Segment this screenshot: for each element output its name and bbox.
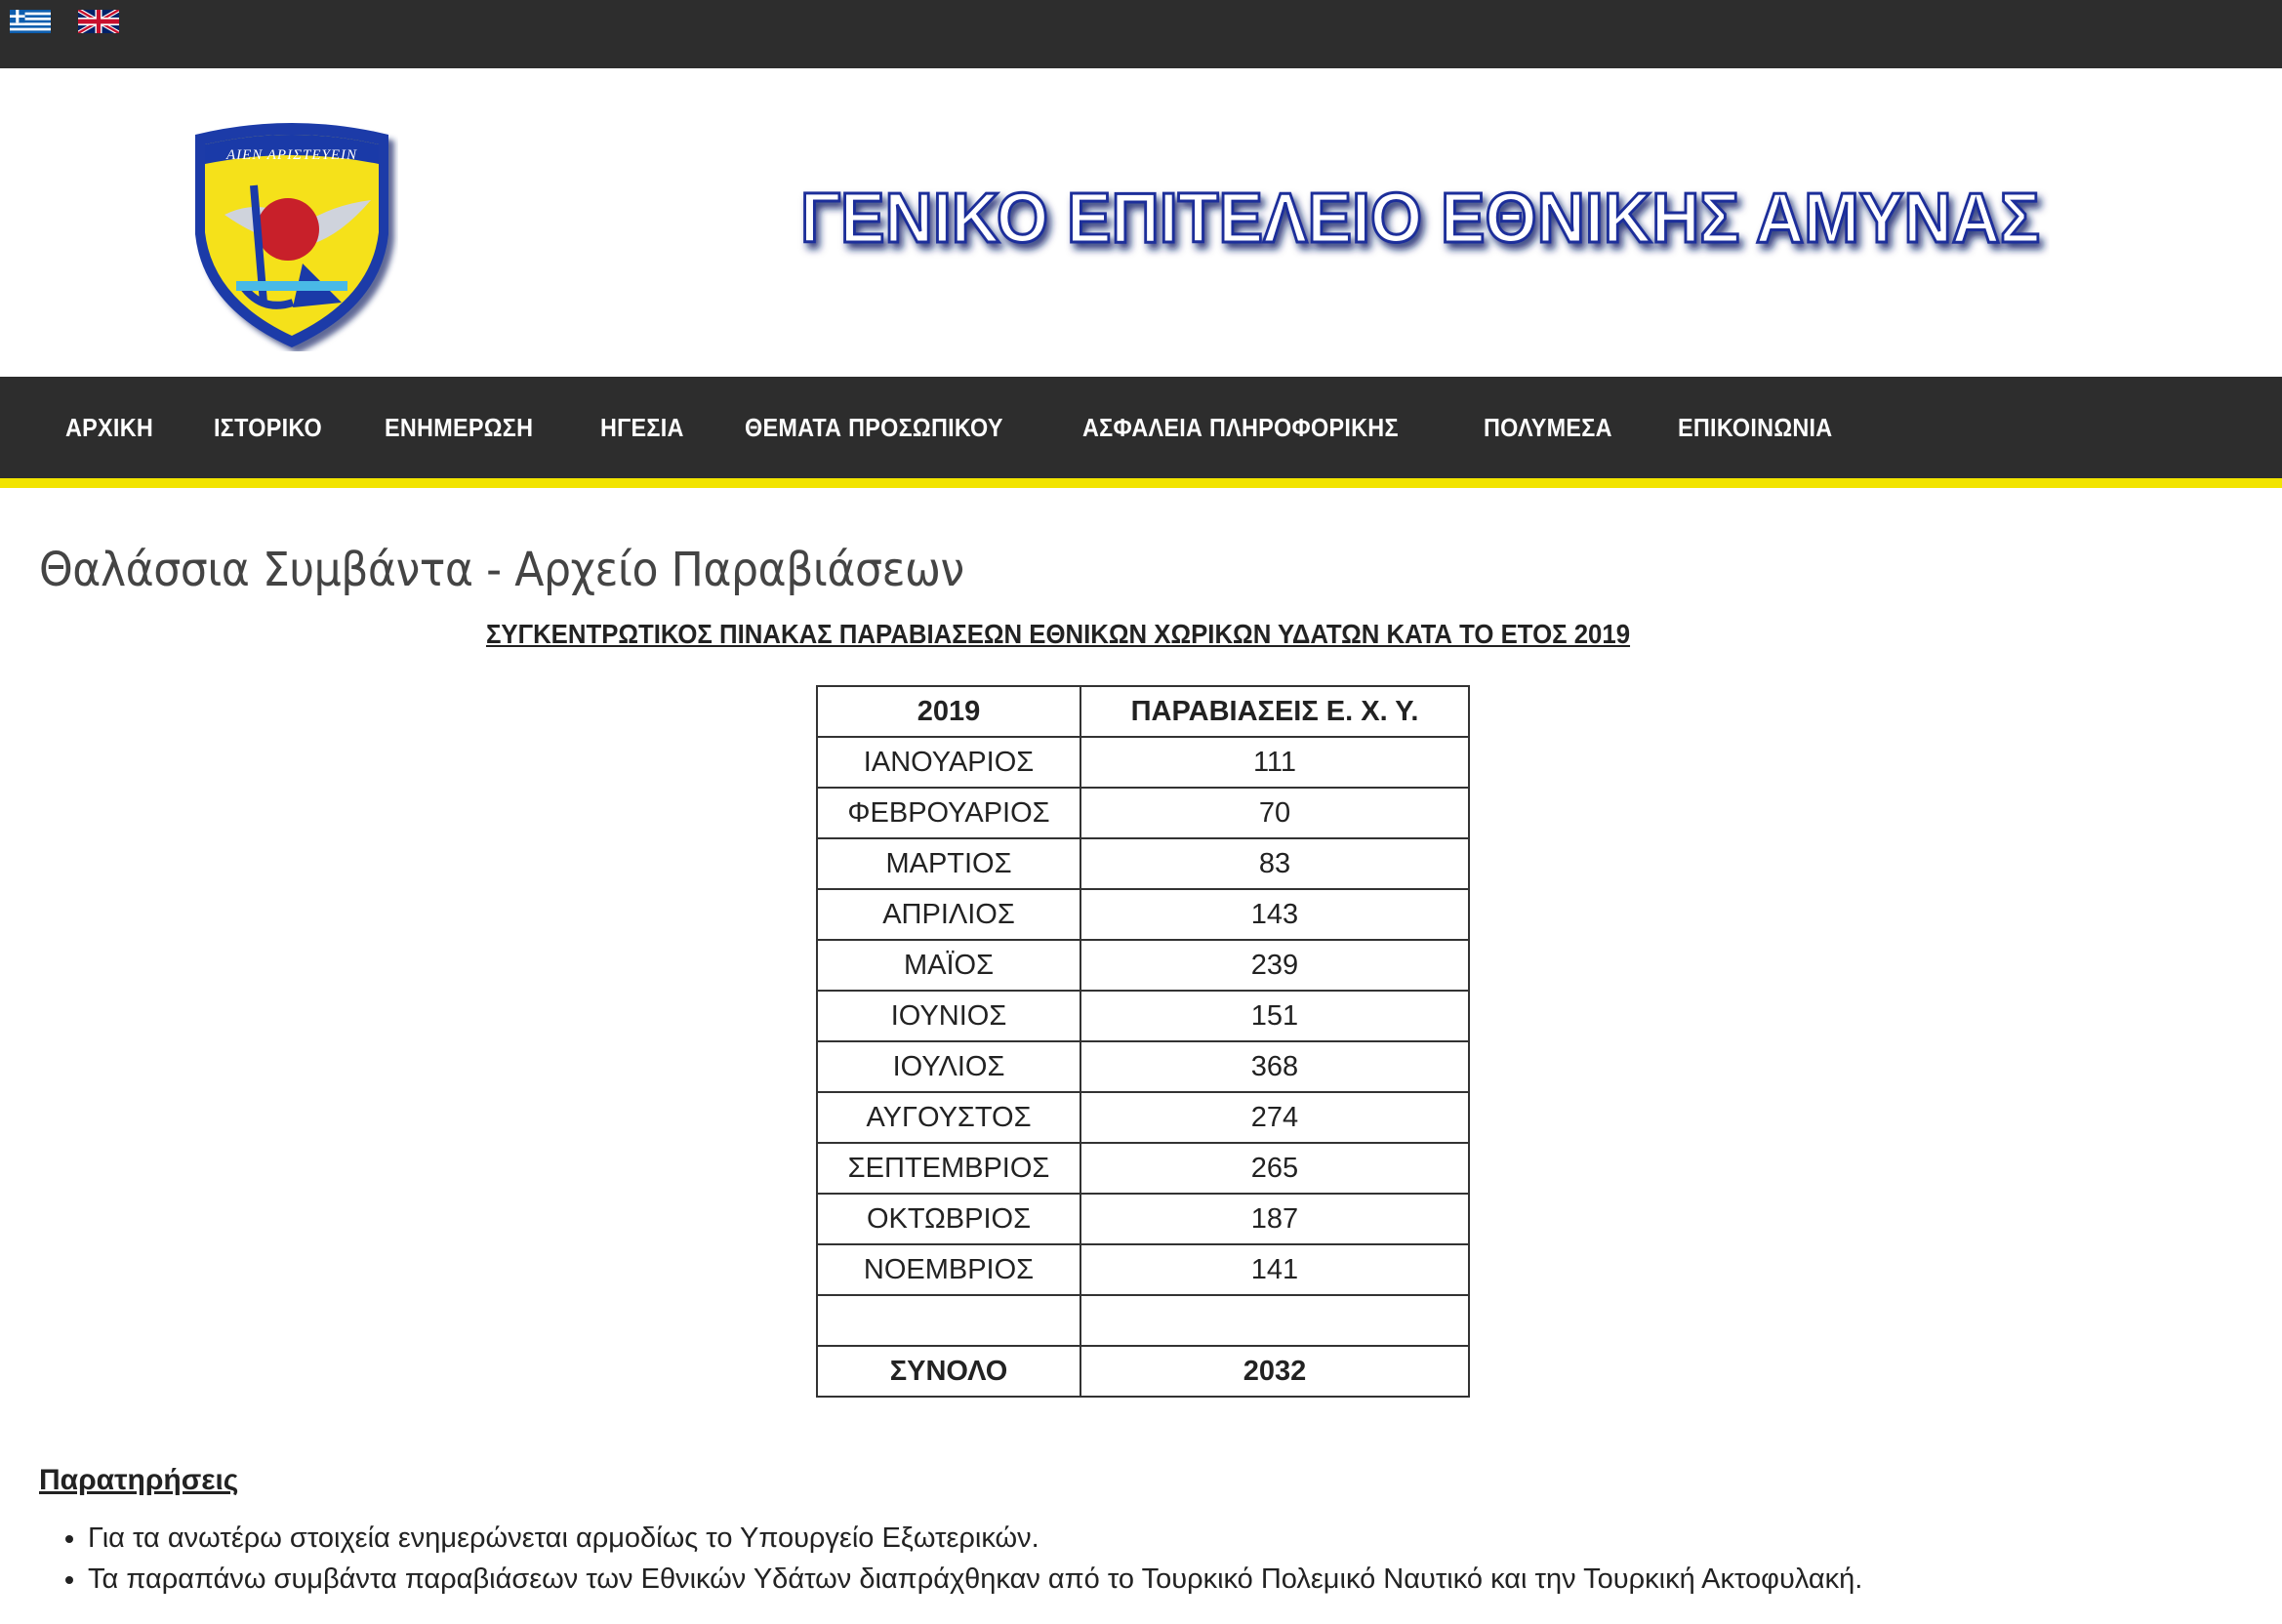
- nav-item-history[interactable]: ΙΣΤΟΡΙΚΟ: [214, 412, 322, 442]
- month-cell: ΜΑΪΟΣ: [817, 940, 1080, 991]
- greek-flag-icon[interactable]: [10, 10, 51, 33]
- count-cell: 111: [1080, 737, 1469, 788]
- month-cell: [817, 1295, 1080, 1346]
- count-cell: 187: [1080, 1194, 1469, 1244]
- table-row-empty: [817, 1295, 1469, 1346]
- table-row: [817, 1194, 1469, 1244]
- table-row: [817, 991, 1469, 1041]
- table-header-row: [817, 686, 1469, 737]
- count-cell: [1080, 1295, 1469, 1346]
- list-item: • Τα παραπάνω συμβάντα παραβιάσεων των Εθνικών Υδάτων διαπράχθηκαν από το Τουρκικό Πολεμικό Ναυτικό και την Τουρκική Ακτοφυλακή.: [88, 1562, 2243, 1597]
- nav-item-leadership[interactable]: ΗΓΕΣΙΑ: [600, 412, 685, 442]
- site-header: [0, 68, 2282, 377]
- notes-section: [39, 1464, 2243, 1603]
- count-cell: 265: [1080, 1143, 1469, 1194]
- site-title-text: ΓΕΝΙΚΟ ΕΠΙΤΕΛΕΙΟ ΕΘΝΙΚΗΣ ΑΜΥΝΑΣ: [800, 180, 2040, 258]
- table-row: [817, 940, 1469, 991]
- main-navigation: [0, 377, 2282, 488]
- notes-list: [39, 1521, 2243, 1597]
- month-cell: ΑΠΡΙΛΙΟΣ: [817, 889, 1080, 940]
- month-cell: ΦΕΒΡΟΥΑΡΙΟΣ: [817, 788, 1080, 838]
- table-caption: ΣΥΓΚΕΝΤΡΩΤΙΚΟΣ ΠΙΝΑΚΑΣ ΠΑΡΑΒΙΑΣΕΩΝ ΕΘΝΙΚΩΝ ΧΩΡΙΚΩΝ ΥΔΑΤΩΝ ΚΑΤΑ ΤΟ ΕΤΟΣ 2019: [485, 619, 1631, 649]
- month-cell: ΟΚΤΩΒΡΙΟΣ: [817, 1194, 1080, 1244]
- list-item: • Για τα ανωτέρω στοιχεία ενημερώνεται αρμοδίως το Υπουργείο Εξωτερικών.: [88, 1521, 2243, 1556]
- uk-flag-icon[interactable]: [78, 10, 119, 33]
- total-value: 2032: [1080, 1346, 1469, 1397]
- month-cell: ΣΕΠΤΕΜΒΡΙΟΣ: [817, 1143, 1080, 1194]
- month-cell: ΙΟΥΝΙΟΣ: [817, 991, 1080, 1041]
- count-cell: 70: [1080, 788, 1469, 838]
- violations-table-wrap: [816, 685, 1470, 1398]
- nav-item-home[interactable]: ΑΡΧΙΚΗ: [65, 412, 154, 442]
- table-row: [817, 1143, 1469, 1194]
- table-total-row: [817, 1346, 1469, 1397]
- nav-item-multimedia[interactable]: ΠΟΛΥΜΕΣΑ: [1484, 412, 1613, 442]
- nav-item-cyber-security[interactable]: ΑΣΦΑΛΕΙΑ ΠΛΗΡΟΦΟΡΙΚΗΣ: [1081, 412, 1399, 442]
- count-cell: 274: [1080, 1092, 1469, 1143]
- month-cell: ΜΑΡΤΙΟΣ: [817, 838, 1080, 889]
- table-row: [817, 737, 1469, 788]
- table-row: [817, 788, 1469, 838]
- table-row: [817, 838, 1469, 889]
- top-bar: [0, 0, 2282, 68]
- site-title: [791, 166, 2050, 273]
- count-cell: 141: [1080, 1244, 1469, 1295]
- month-cell: ΝΟΕΜΒΡΙΟΣ: [817, 1244, 1080, 1295]
- page-title: Θαλάσσια Συμβάντα - Αρχείο Παραβιάσεων: [39, 543, 964, 597]
- table-row: [817, 1244, 1469, 1295]
- notes-title: Παρατηρήσεις: [39, 1464, 239, 1496]
- violations-table: [816, 685, 1470, 1398]
- table-row: [817, 889, 1469, 940]
- count-cell: 368: [1080, 1041, 1469, 1092]
- count-cell: 239: [1080, 940, 1469, 991]
- month-cell: ΙΑΝΟΥΑΡΙΟΣ: [817, 737, 1080, 788]
- svg-text:ΑΙΕΝ ΑΡΙΣΤΕΥΕΙΝ: ΑΙΕΝ ΑΡΙΣΤΕΥΕΙΝ: [225, 147, 358, 163]
- nav-item-personnel[interactable]: ΘΕΜΑΤΑ ΠΡΟΣΩΠΙΚΟΥ: [744, 412, 1003, 442]
- count-cell: 143: [1080, 889, 1469, 940]
- main-content: [39, 488, 2243, 1595]
- header-violations: ΠΑΡΑΒΙΑΣΕΙΣ Ε. Χ. Υ.: [1080, 686, 1469, 737]
- nav-item-news[interactable]: ΕΝΗΜΕΡΩΣΗ: [385, 412, 534, 442]
- table-row: [817, 1092, 1469, 1143]
- count-cell: 151: [1080, 991, 1469, 1041]
- hndgs-emblem-logo[interactable]: [185, 117, 398, 351]
- total-label: ΣΥΝΟΛΟ: [817, 1346, 1080, 1397]
- header-year: 2019: [817, 686, 1080, 737]
- month-cell: ΑΥΓΟΥΣΤΟΣ: [817, 1092, 1080, 1143]
- nav-item-contact[interactable]: ΕΠΙΚΟΙΝΩΝΙΑ: [1677, 412, 1833, 442]
- month-cell: ΙΟΥΛΙΟΣ: [817, 1041, 1080, 1092]
- table-row: [817, 1041, 1469, 1092]
- count-cell: 83: [1080, 838, 1469, 889]
